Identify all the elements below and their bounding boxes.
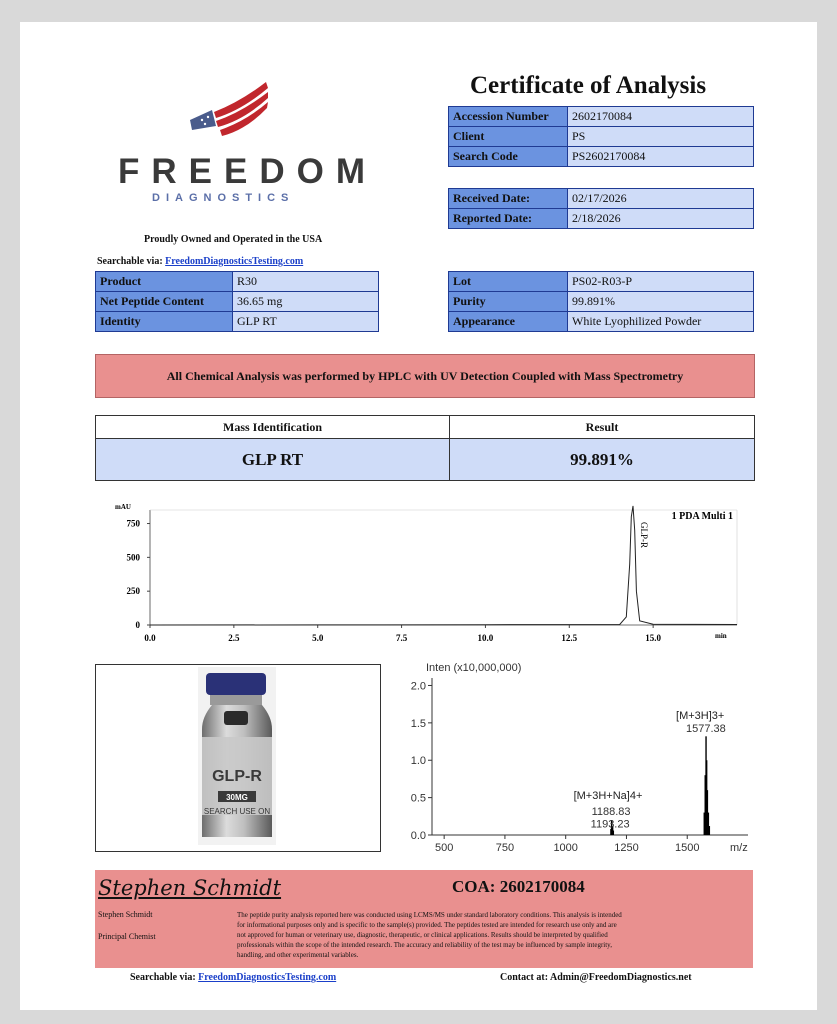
x-tick-label: 750 — [495, 842, 515, 854]
vial-label: GLP-R — [212, 768, 262, 785]
field-value: 2/18/2026 — [568, 209, 754, 229]
field-label: Search Code — [449, 147, 568, 167]
footer-searchable — [130, 972, 336, 983]
field-label: Lot — [449, 272, 568, 292]
result-row — [96, 439, 754, 480]
field-label: Net Peptide Content — [96, 292, 233, 312]
footer-searchable-label: Searchable via: — [130, 972, 196, 983]
peak-annotation: 1188.83 — [591, 805, 631, 818]
footer-searchable-link[interactable]: FreedomDiagnosticsTesting.com — [198, 972, 337, 983]
brand-name: FREEDOM — [118, 152, 377, 191]
disclaimer-line: for informational purposes only and is specific to the sample(s) provided. The peptides tested are intended for research use only and are — [237, 921, 617, 929]
x-tick-label: 15.0 — [645, 633, 662, 643]
field-label: Reported Date: — [449, 209, 568, 229]
field-value: PS2602170084 — [568, 147, 754, 167]
method-banner: All Chemical Analysis was performed by HPLC with UV Detection Coupled with Mass Spectrometry — [95, 354, 755, 398]
x-tick-label: 1250 — [614, 842, 639, 854]
x-tick-label: 2.5 — [228, 633, 240, 643]
table-row — [449, 127, 754, 147]
searchable-label: Searchable via: — [97, 256, 163, 267]
table-row — [449, 107, 754, 127]
result-mass-value: GLP RT — [96, 439, 450, 480]
y-tick-label: 500 — [126, 552, 140, 563]
disclaimer-line: handling, and other experimental variables. — [237, 951, 359, 959]
field-value: 2602170084 — [568, 107, 754, 127]
y-tick-label: 0.5 — [410, 792, 426, 805]
result-header-result: Result — [585, 419, 619, 434]
x-tick-label: 0.0 — [144, 633, 156, 643]
result-table — [95, 415, 755, 481]
peak-label: GLP-R — [639, 522, 650, 549]
field-value: PS — [568, 127, 754, 147]
result-header-row — [96, 416, 754, 439]
y-tick-label: 750 — [126, 518, 140, 529]
peak-annotation: 1577.38 — [686, 722, 726, 735]
field-label: Client — [449, 127, 568, 147]
x-tick-label: 500 — [434, 842, 454, 854]
peak-annotation: 1193.23 — [590, 818, 630, 831]
product-table — [95, 271, 379, 332]
table-row — [449, 209, 754, 229]
x-tick-label: 10.0 — [477, 633, 494, 643]
y-tick-label: 0 — [135, 620, 140, 630]
table-row — [96, 292, 379, 312]
table-row — [449, 292, 754, 312]
page-title: Certificate of Analysis — [470, 72, 707, 99]
x-tick-label: 7.5 — [395, 633, 408, 643]
footer-contact: Contact at: Admin@FreedomDiagnostics.net — [500, 972, 692, 983]
table-row — [96, 312, 379, 332]
field-value: 02/17/2026 — [568, 189, 754, 209]
y-tick-label: 0.0 — [410, 830, 426, 842]
table-row — [449, 189, 754, 209]
accession-table — [448, 106, 754, 167]
field-value: GLP RT — [233, 312, 379, 332]
searchable-line — [97, 256, 303, 267]
x-axis-label: m/z — [730, 842, 748, 854]
table-row — [96, 272, 379, 292]
dates-table — [448, 188, 754, 229]
y-tick-label: 1.0 — [410, 755, 426, 768]
legend-label: 1 PDA Multi 1 — [671, 511, 733, 522]
peak-annotation: [M+3H]3+ — [676, 710, 725, 723]
signer-title: Principal Chemist — [98, 932, 156, 941]
field-label: Purity — [449, 292, 568, 312]
flag-logo-icon — [170, 80, 275, 142]
field-value: 36.65 mg — [233, 292, 379, 312]
vial-dose: 30MG — [226, 793, 248, 802]
disclaimer-line: not approved for human or veterinary use, diagnostic, therapeutic, or clinical applications. Results should be interpreted by qualified — [237, 931, 608, 939]
y-tick-label: 1.5 — [410, 717, 426, 730]
x-tick-label: 1000 — [553, 842, 578, 854]
y-tick-label: 2.0 — [410, 680, 426, 693]
brand-subtitle: DIAGNOSTICS — [152, 192, 295, 204]
result-header-mass: Mass Identification — [96, 416, 450, 438]
x-axis-label: min — [715, 632, 727, 640]
x-tick-label: 5.0 — [312, 633, 324, 643]
y-tick-label: 250 — [126, 586, 140, 597]
signer-name: Stephen Schmidt — [98, 910, 153, 919]
table-row — [449, 272, 754, 292]
hplc-chromatogram — [95, 500, 755, 650]
field-label: Accession Number — [449, 107, 568, 127]
disclaimer — [237, 910, 747, 960]
y-axis-label: Inten (x10,000,000) — [426, 662, 522, 674]
signature: Stephen Schmidt — [98, 876, 282, 900]
table-row — [449, 147, 754, 167]
brand-tagline: Proudly Owned and Operated in the USA — [144, 234, 323, 245]
x-tick-label: 12.5 — [561, 633, 578, 643]
result-purity-value: 99.891% — [570, 449, 634, 469]
y-axis-label: mAU — [115, 503, 131, 511]
coa-number: COA: 2602170084 — [452, 877, 585, 896]
field-value: White Lyophilized Powder — [568, 312, 754, 332]
field-value: PS02-R03-P — [568, 272, 754, 292]
field-label: Identity — [96, 312, 233, 332]
field-label: Appearance — [449, 312, 568, 332]
disclaimer-line: professionals within the scope of the intended research. The accuracy and reliability of the test may be influenced by sample integrity, — [237, 941, 612, 949]
table-row — [449, 312, 754, 332]
vial-photo — [198, 667, 276, 845]
peak-annotation: [M+3H+Na]4+ — [573, 790, 643, 803]
field-value: R30 — [233, 272, 379, 292]
field-label: Product — [96, 272, 233, 292]
searchable-link[interactable]: FreedomDiagnosticsTesting.com — [165, 256, 304, 267]
field-label: Received Date: — [449, 189, 568, 209]
disclaimer-line: The peptide purity analysis reported here was conducted using LCMS/MS under standard laboratory conditions. This analysis is intended — [237, 911, 622, 919]
vial-ruo: SEARCH USE ON — [203, 807, 271, 816]
x-tick-label: 1500 — [674, 842, 700, 854]
mass-spectrum — [400, 660, 755, 855]
lot-table — [448, 271, 754, 332]
field-value: 99.891% — [568, 292, 754, 312]
